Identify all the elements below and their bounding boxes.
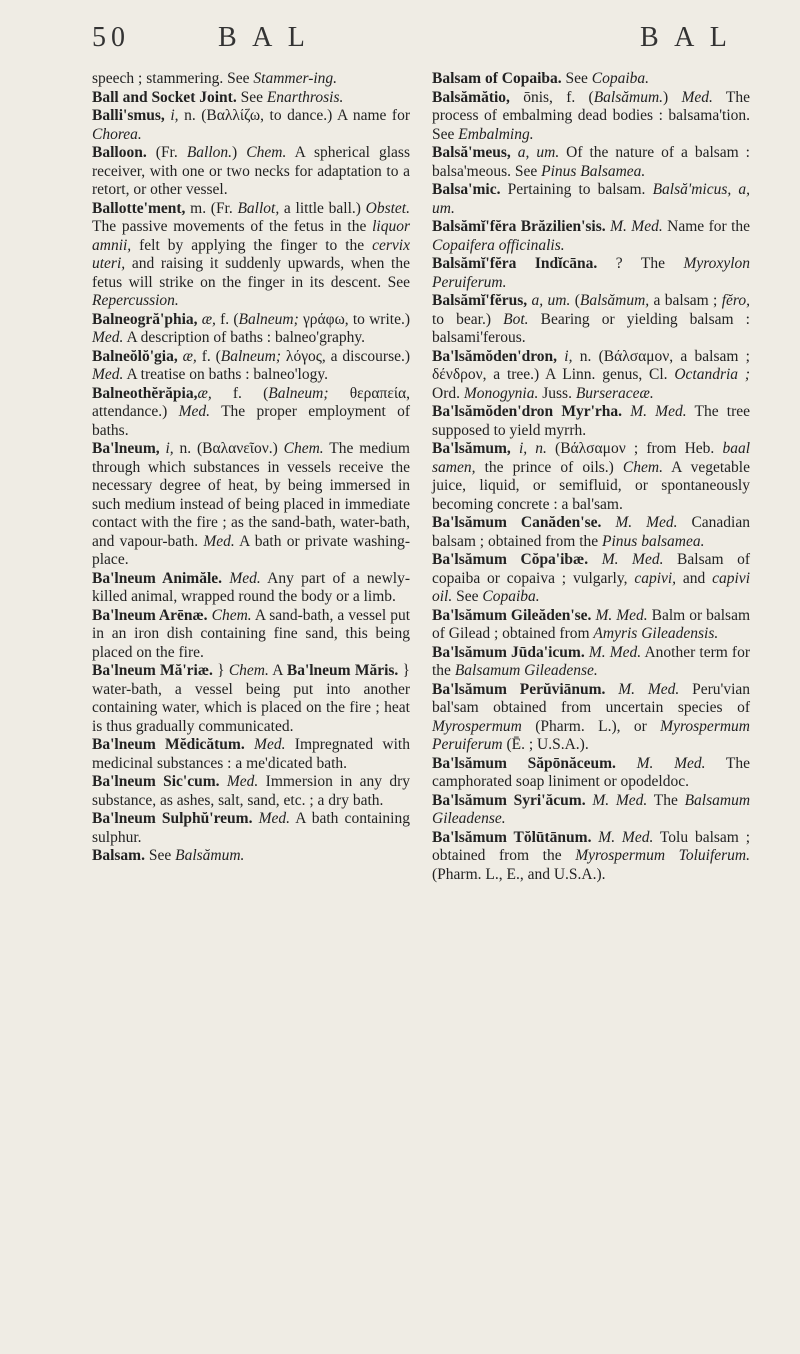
dictionary-entry: Balsam. See Balsămum.	[92, 847, 245, 864]
dictionary-entry: Ba'lneum, i, n. (Βαλανεῖον.) Chem. The medium through which substances in vessels receive the necessary degree of heat, by being immersed in such medium instead of being placed in immediate contact with the fire ; as the sand-bath, water-bath, and vapour-bath. Med. A bath or private washing-place.	[92, 440, 410, 568]
dictionary-entry: Ba'lsămum Canăden'se. M. Med. Canadian balsam ; obtained from the Pinus balsamea.	[432, 514, 750, 550]
dictionary-entry: Balsămĭ'fĕra Brăzilien'sis. M. Med. Name for the Copaifera officinalis.	[432, 218, 751, 254]
dictionary-entry: Ba'lsămŏden'dron Myr'rha. M. Med. The tree supposed to yield myrrh.	[432, 403, 751, 439]
running-header	[0, 22, 800, 62]
dictionary-entry: Ba'lneum Sulphŭ'reum. Med. A bath containing sulphur.	[92, 810, 410, 846]
dictionary-entry: Ba'lsămum Tŏlūtānum. M. Med. Tolu balsam ; obtained from the Myrospermum Toluiferum. (Pharm. L., E., and U.S.A.).	[432, 828, 750, 883]
page-number: 50	[92, 22, 130, 53]
dictionary-entry: speech ; stammering. See Stammer-ing.	[92, 70, 338, 87]
dictionary-entry: Ba'lsămum Perŭviānum. M. Med. Peru'vian bal'sam obtained from uncertain species of Myrospermum (Pharm. L.), or Myrospermum Peruiferum (Ē. ; U.S.A.).	[432, 680, 751, 753]
dictionary-entry: Balsă'meus, a, um. Of the nature of a balsam : balsa'meous. See Pinus Balsamea.	[432, 144, 750, 180]
dictionary-entry: Ba'lneum Arēnæ. Chem. A sand-bath, a vessel put in an iron dish containing fine sand, this being placed on the fire.	[92, 606, 411, 661]
dictionary-entry: Balsam of Copaiba. See Copaiba.	[432, 70, 650, 87]
dictionary-entry: Balsămătio, ōnis, f. (Balsămum.) Med. The process of embalming dead bodies : balsama'tion. See Embalming.	[432, 88, 750, 143]
running-head-right: B A L	[640, 22, 732, 53]
dictionary-entry: Ba'lsămum Gileăden'se. M. Med. Balm or balsam of Gilead ; obtained from Amyris Gileadensis.	[432, 606, 751, 642]
dictionary-entry: Ba'lneum Mĕdicătum. Med. Impregnated with medicinal substances : a me'dicated bath.	[92, 736, 410, 772]
dictionary-entry: Ba'lneum Sic'cum. Med. Immersion in any dry substance, as ashes, salt, sand, etc. ; a dry bath.	[92, 773, 410, 809]
dictionary-entry: Balneŏlŏ'gia, æ, f. (Balneum; λόγος, a discourse.) Med. A treatise on baths : balneo'logy.	[92, 347, 411, 383]
dictionary-entry: Balneothĕrăpia,æ, f. (Balneum; θεραπεία, attendance.) Med. The proper employment of baths.	[92, 384, 410, 439]
running-head-left: B A L	[218, 22, 310, 53]
dictionary-entry: Ba'lsămum, i, n. (Βάλσαμον ; from Heb. baal samen, the prince of oils.) Chem. A vegetable juice, liquid, or semifluid, or spontaneously becoming concrete : a bal'sam.	[432, 440, 750, 513]
dictionary-entry: Balli'smus, i, n. (Βαλλίζω, to dance.) A name for Chorea.	[92, 107, 410, 143]
dictionary-entry: Balloon. (Fr. Ballon.) Chem. A spherical glass receiver, with one or two necks for adaptation to a retort, or other vessel.	[92, 144, 410, 198]
dictionary-entry: Ba'lneum Animăle. Med. Any part of a newly-killed animal, wrapped round the body or a limb.	[92, 569, 410, 605]
dictionary-entry: Ba'lsămum Jūda'icum. M. Med. Another term for the Balsamum Gileadense.	[432, 643, 750, 679]
left-column	[92, 70, 410, 866]
dictionary-entry: Balneogră'phia, æ, f. (Balneum; γράφω, to write.) Med. A description of baths : balneo'graphy.	[92, 310, 410, 346]
dictionary-entry: Balsa'mic. Pertaining to balsam. Balsă'micus, a, um.	[432, 181, 750, 217]
dictionary-entry: Ba'lsămŏden'dron, i, n. (Βάλσαμον, a balsam ; δένδρον, a tree.) A Linn. genus, Cl. Octandria ; Ord. Monogynia. Juss. Burseraceæ.	[432, 347, 750, 402]
right-column	[432, 70, 750, 884]
dictionary-entry: Ba'lneum Mă'riæ. } Chem. A Ba'lneum Măris. } water-bath, a vessel being put into another containing water, which is placed on the fire ; heat is thus gradually communicated.	[92, 662, 410, 735]
dictionary-entry: Balsămĭ'fĕra Indĭcāna. ? The Myroxylon Peruiferum.	[432, 255, 751, 291]
dictionary-entry: Ba'lsămum Syri'ăcum. M. Med. The Balsamum Gileadense.	[432, 791, 751, 827]
dictionary-entry: Ba'lsămum Săpōnăceum. M. Med. The camphorated soap liniment or opodeldoc.	[432, 754, 750, 790]
dictionary-entry: Ba'lsămum Cŏpa'ibæ. M. Med. Balsam of copaiba or copaiva ; vulgarly, capivi, and capivi oil. See Copaiba.	[432, 551, 751, 605]
dictionary-entry: Ball and Socket Joint. See Enarthrosis.	[92, 88, 344, 106]
dictionary-entry: Balsămĭ'fĕrus, a, um. (Balsămum, a balsam ; fĕro, to bear.) Bot. Bearing or yielding balsam : balsami'ferous.	[432, 292, 750, 346]
dictionary-entry: Ballotte'ment, m. (Fr. Ballot, a little ball.) Obstet. The passive movements of the fetus in the liquor amnii, felt by applying the finger to the cervix uteri, and raising it suddenly upwards, when the fetus will strike on the finger in its descent. See Repercussion.	[92, 199, 410, 309]
